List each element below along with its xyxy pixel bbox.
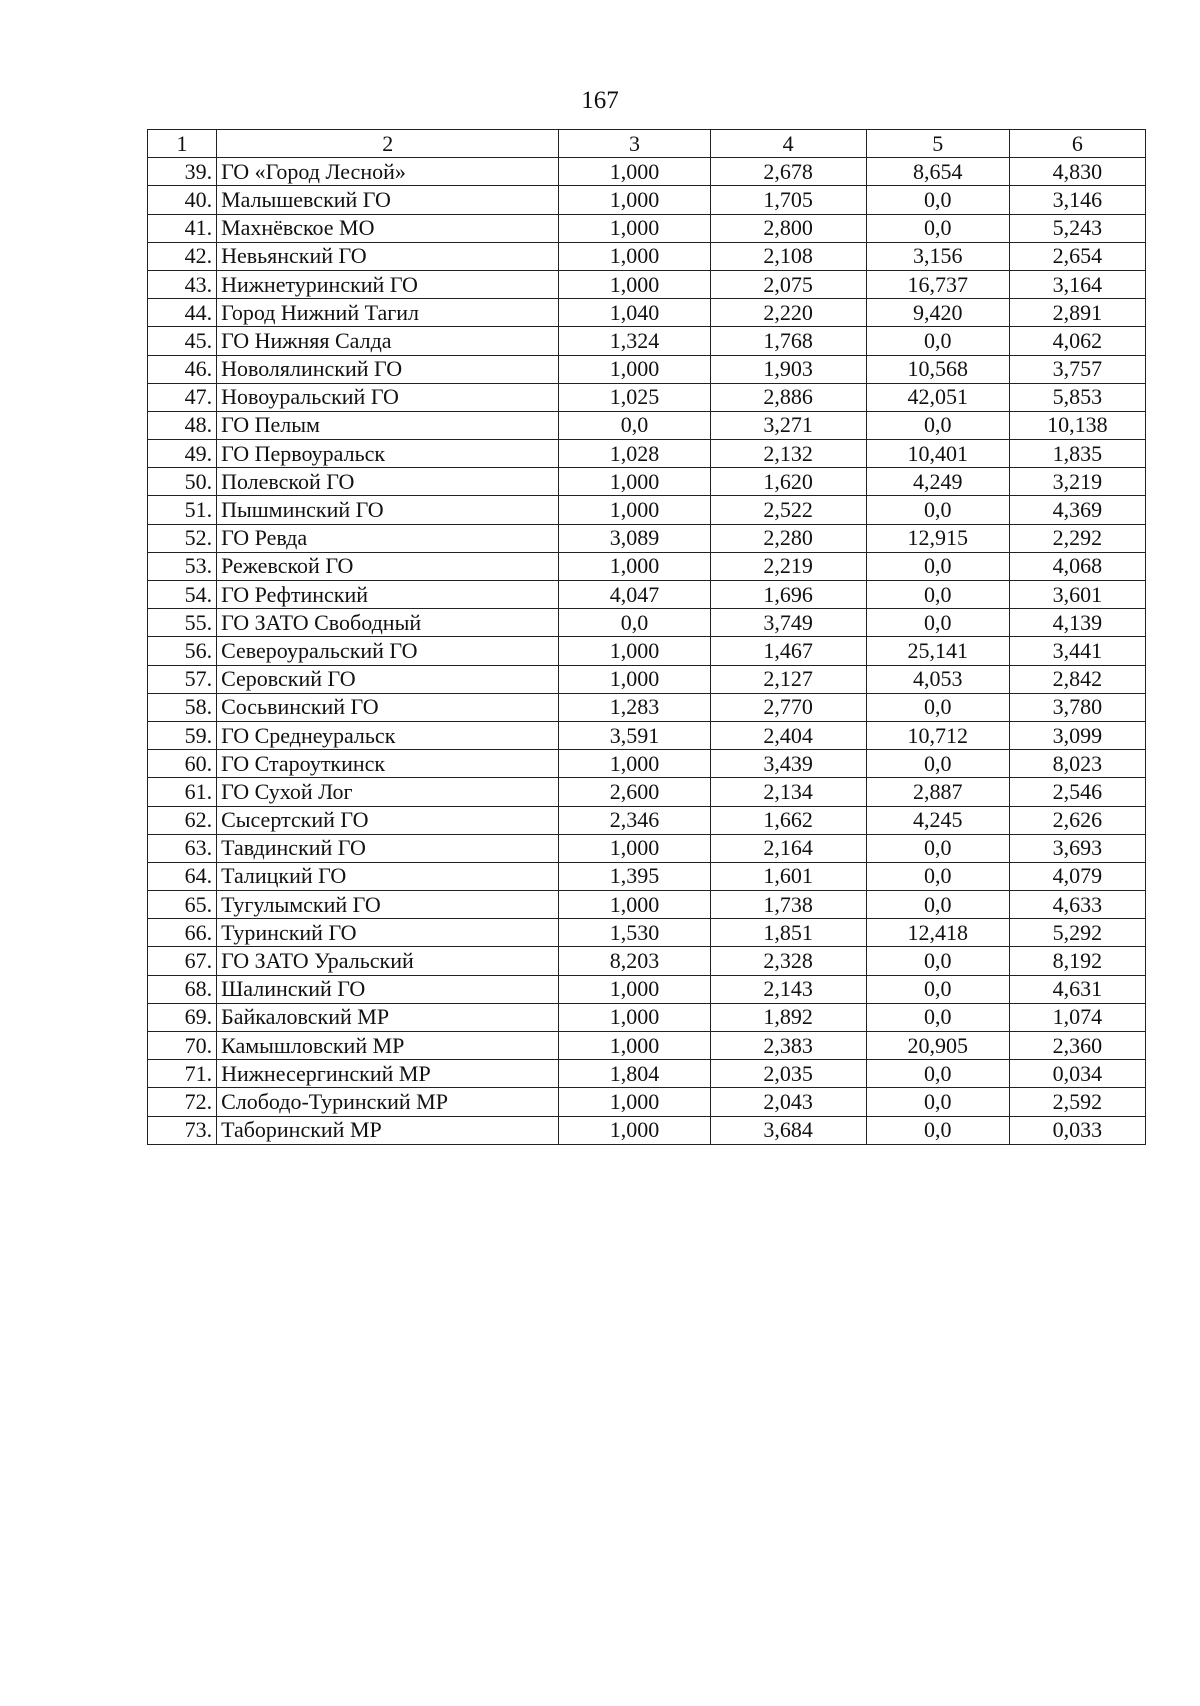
row-number: 64. — [148, 862, 217, 890]
table-row — [148, 1032, 1146, 1060]
table-row — [148, 158, 1146, 186]
value-col-6: 3,146 — [1009, 186, 1145, 214]
value-col-3: 3,591 — [559, 721, 710, 749]
value-col-4: 2,220 — [710, 299, 866, 327]
table-row — [148, 411, 1146, 439]
value-col-4: 2,886 — [710, 383, 866, 411]
header-cell-5: 5 — [866, 130, 1009, 158]
value-col-5: 4,053 — [866, 665, 1009, 693]
value-col-6: 1,835 — [1009, 440, 1145, 468]
municipality-name: Талицкий ГО — [217, 862, 559, 890]
table-row — [148, 806, 1146, 834]
table-row — [148, 975, 1146, 1003]
value-col-3: 1,000 — [559, 1088, 710, 1116]
value-col-3: 1,000 — [559, 665, 710, 693]
table-row — [148, 721, 1146, 749]
municipality-name: Новоуральский ГО — [217, 383, 559, 411]
row-number: 41. — [148, 214, 217, 242]
value-col-4: 2,132 — [710, 440, 866, 468]
value-col-3: 1,000 — [559, 975, 710, 1003]
municipality-name: ГО Первоуральск — [217, 440, 559, 468]
value-col-4: 2,328 — [710, 947, 866, 975]
value-col-4: 1,903 — [710, 355, 866, 383]
value-col-3: 1,028 — [559, 440, 710, 468]
value-col-4: 2,108 — [710, 242, 866, 270]
row-number: 63. — [148, 834, 217, 862]
value-col-5: 0,0 — [866, 186, 1009, 214]
value-col-4: 2,678 — [710, 158, 866, 186]
value-col-6: 2,360 — [1009, 1032, 1145, 1060]
value-col-6: 2,592 — [1009, 1088, 1145, 1116]
value-col-6: 1,074 — [1009, 1003, 1145, 1031]
value-col-3: 1,000 — [559, 891, 710, 919]
row-number: 39. — [148, 158, 217, 186]
value-col-6: 2,654 — [1009, 242, 1145, 270]
table-body — [148, 130, 1146, 1145]
value-col-6: 5,243 — [1009, 214, 1145, 242]
value-col-3: 0,0 — [559, 411, 710, 439]
value-col-6: 0,033 — [1009, 1116, 1145, 1144]
value-col-6: 0,034 — [1009, 1060, 1145, 1088]
municipality-name: Режевской ГО — [217, 552, 559, 580]
value-col-3: 2,346 — [559, 806, 710, 834]
row-number: 68. — [148, 975, 217, 1003]
value-col-5: 0,0 — [866, 947, 1009, 975]
municipality-name: ГО ЗАТО Свободный — [217, 609, 559, 637]
municipality-name: Байкаловский МР — [217, 1003, 559, 1031]
value-col-4: 2,280 — [710, 524, 866, 552]
row-number: 46. — [148, 355, 217, 383]
value-col-6: 5,853 — [1009, 383, 1145, 411]
value-col-4: 2,035 — [710, 1060, 866, 1088]
value-col-3: 1,000 — [559, 1032, 710, 1060]
value-col-5: 9,420 — [866, 299, 1009, 327]
value-col-3: 1,040 — [559, 299, 710, 327]
value-col-5: 0,0 — [866, 1003, 1009, 1031]
row-number: 47. — [148, 383, 217, 411]
row-number: 40. — [148, 186, 217, 214]
municipality-name: Тавдинский ГО — [217, 834, 559, 862]
municipality-name: ГО Нижняя Салда — [217, 327, 559, 355]
value-col-6: 4,068 — [1009, 552, 1145, 580]
header-cell-6: 6 — [1009, 130, 1145, 158]
table-row — [148, 242, 1146, 270]
row-number: 53. — [148, 552, 217, 580]
table-row — [148, 327, 1146, 355]
value-col-5: 0,0 — [866, 975, 1009, 1003]
table-row — [148, 609, 1146, 637]
value-col-5: 0,0 — [866, 750, 1009, 778]
table-row — [148, 665, 1146, 693]
table-row — [148, 440, 1146, 468]
value-col-6: 4,062 — [1009, 327, 1145, 355]
municipality-name: Новолялинский ГО — [217, 355, 559, 383]
table-row — [148, 834, 1146, 862]
municipality-name: Махнёвское МО — [217, 214, 559, 242]
municipality-name: ГО Рефтинский — [217, 581, 559, 609]
municipality-name: Шалинский ГО — [217, 975, 559, 1003]
row-number: 70. — [148, 1032, 217, 1060]
value-col-4: 3,749 — [710, 609, 866, 637]
value-col-4: 1,892 — [710, 1003, 866, 1031]
value-col-5: 0,0 — [866, 327, 1009, 355]
value-col-3: 1,000 — [559, 552, 710, 580]
value-col-5: 0,0 — [866, 552, 1009, 580]
table-row — [148, 891, 1146, 919]
value-col-5: 4,249 — [866, 468, 1009, 496]
row-number: 44. — [148, 299, 217, 327]
table-row — [148, 581, 1146, 609]
value-col-4: 2,075 — [710, 270, 866, 298]
table-row — [148, 186, 1146, 214]
table-row — [148, 496, 1146, 524]
municipality-name: Сысертский ГО — [217, 806, 559, 834]
value-col-4: 1,738 — [710, 891, 866, 919]
table-row — [148, 1116, 1146, 1144]
value-col-4: 2,143 — [710, 975, 866, 1003]
row-number: 69. — [148, 1003, 217, 1031]
value-col-3: 1,000 — [559, 1116, 710, 1144]
value-col-4: 2,134 — [710, 778, 866, 806]
value-col-4: 2,383 — [710, 1032, 866, 1060]
value-col-5: 10,401 — [866, 440, 1009, 468]
value-col-5: 0,0 — [866, 1088, 1009, 1116]
value-col-3: 1,000 — [559, 1003, 710, 1031]
value-col-3: 1,000 — [559, 270, 710, 298]
table-row — [148, 214, 1146, 242]
row-number: 72. — [148, 1088, 217, 1116]
value-col-3: 1,000 — [559, 186, 710, 214]
value-col-5: 0,0 — [866, 891, 1009, 919]
row-number: 45. — [148, 327, 217, 355]
table-row — [148, 1060, 1146, 1088]
value-col-3: 1,000 — [559, 468, 710, 496]
value-col-4: 3,684 — [710, 1116, 866, 1144]
value-col-3: 1,324 — [559, 327, 710, 355]
value-col-4: 1,601 — [710, 862, 866, 890]
table-row — [148, 778, 1146, 806]
value-col-3: 1,000 — [559, 158, 710, 186]
row-number: 56. — [148, 637, 217, 665]
value-col-6: 4,369 — [1009, 496, 1145, 524]
value-col-5: 4,245 — [866, 806, 1009, 834]
value-col-5: 0,0 — [866, 581, 1009, 609]
data-table — [147, 129, 1146, 1145]
header-row — [148, 130, 1146, 158]
table-row — [148, 1088, 1146, 1116]
value-col-4: 2,800 — [710, 214, 866, 242]
row-number: 62. — [148, 806, 217, 834]
row-number: 73. — [148, 1116, 217, 1144]
value-col-4: 1,467 — [710, 637, 866, 665]
value-col-5: 0,0 — [866, 609, 1009, 637]
value-col-6: 3,780 — [1009, 693, 1145, 721]
row-number: 54. — [148, 581, 217, 609]
table-row — [148, 468, 1146, 496]
value-col-6: 3,441 — [1009, 637, 1145, 665]
value-col-4: 1,620 — [710, 468, 866, 496]
header-cell-3: 3 — [559, 130, 710, 158]
table-row — [148, 270, 1146, 298]
row-number: 43. — [148, 270, 217, 298]
value-col-3: 4,047 — [559, 581, 710, 609]
value-col-3: 1,530 — [559, 919, 710, 947]
municipality-name: Таборинский МР — [217, 1116, 559, 1144]
value-col-6: 8,192 — [1009, 947, 1145, 975]
value-col-6: 5,292 — [1009, 919, 1145, 947]
header-cell-1: 1 — [148, 130, 217, 158]
municipality-name: Камышловский МР — [217, 1032, 559, 1060]
value-col-6: 4,631 — [1009, 975, 1145, 1003]
value-col-3: 1,000 — [559, 834, 710, 862]
value-col-6: 4,830 — [1009, 158, 1145, 186]
municipality-name: Североуральский ГО — [217, 637, 559, 665]
value-col-6: 2,546 — [1009, 778, 1145, 806]
row-number: 61. — [148, 778, 217, 806]
municipality-name: Пышминский ГО — [217, 496, 559, 524]
row-number: 55. — [148, 609, 217, 637]
value-col-4: 3,271 — [710, 411, 866, 439]
municipality-name: ГО Пелым — [217, 411, 559, 439]
municipality-name: ГО Староуткинск — [217, 750, 559, 778]
value-col-5: 42,051 — [866, 383, 1009, 411]
value-col-6: 2,292 — [1009, 524, 1145, 552]
table-row — [148, 355, 1146, 383]
row-number: 42. — [148, 242, 217, 270]
value-col-5: 0,0 — [866, 1060, 1009, 1088]
value-col-5: 3,156 — [866, 242, 1009, 270]
header-cell-4: 4 — [710, 130, 866, 158]
value-col-6: 4,139 — [1009, 609, 1145, 637]
table-row — [148, 552, 1146, 580]
value-col-5: 12,915 — [866, 524, 1009, 552]
value-col-5: 0,0 — [866, 834, 1009, 862]
municipality-name: ГО Ревда — [217, 524, 559, 552]
municipality-name: Малышевский ГО — [217, 186, 559, 214]
value-col-3: 1,000 — [559, 214, 710, 242]
table-row — [148, 693, 1146, 721]
municipality-name: Невьянский ГО — [217, 242, 559, 270]
value-col-3: 1,283 — [559, 693, 710, 721]
table-row — [148, 947, 1146, 975]
value-col-6: 3,219 — [1009, 468, 1145, 496]
value-col-4: 1,696 — [710, 581, 866, 609]
municipality-name: ГО ЗАТО Уральский — [217, 947, 559, 975]
value-col-6: 4,633 — [1009, 891, 1145, 919]
value-col-5: 25,141 — [866, 637, 1009, 665]
value-col-6: 2,891 — [1009, 299, 1145, 327]
table-row — [148, 750, 1146, 778]
value-col-5: 12,418 — [866, 919, 1009, 947]
table-row — [148, 1003, 1146, 1031]
municipality-name: Сосьвинский ГО — [217, 693, 559, 721]
row-number: 51. — [148, 496, 217, 524]
value-col-5: 0,0 — [866, 411, 1009, 439]
value-col-4: 3,439 — [710, 750, 866, 778]
row-number: 49. — [148, 440, 217, 468]
municipality-name: Слободо-Туринский МР — [217, 1088, 559, 1116]
value-col-3: 1,000 — [559, 750, 710, 778]
value-col-3: 3,089 — [559, 524, 710, 552]
value-col-5: 20,905 — [866, 1032, 1009, 1060]
value-col-4: 1,705 — [710, 186, 866, 214]
value-col-5: 16,737 — [866, 270, 1009, 298]
row-number: 59. — [148, 721, 217, 749]
value-col-5: 0,0 — [866, 862, 1009, 890]
municipality-name: Нижнетуринский ГО — [217, 270, 559, 298]
table-row — [148, 919, 1146, 947]
municipality-name: Полевской ГО — [217, 468, 559, 496]
value-col-5: 8,654 — [866, 158, 1009, 186]
value-col-3: 1,000 — [559, 496, 710, 524]
municipality-name: ГО «Город Лесной» — [217, 158, 559, 186]
value-col-5: 2,887 — [866, 778, 1009, 806]
table-row — [148, 524, 1146, 552]
header-cell-2: 2 — [217, 130, 559, 158]
value-col-6: 4,079 — [1009, 862, 1145, 890]
value-col-4: 2,404 — [710, 721, 866, 749]
value-col-6: 2,626 — [1009, 806, 1145, 834]
value-col-3: 0,0 — [559, 609, 710, 637]
row-number: 57. — [148, 665, 217, 693]
value-col-6: 8,023 — [1009, 750, 1145, 778]
row-number: 52. — [148, 524, 217, 552]
value-col-6: 3,164 — [1009, 270, 1145, 298]
value-col-4: 2,127 — [710, 665, 866, 693]
row-number: 48. — [148, 411, 217, 439]
table-row — [148, 637, 1146, 665]
value-col-4: 2,770 — [710, 693, 866, 721]
value-col-5: 10,568 — [866, 355, 1009, 383]
value-col-5: 0,0 — [866, 1116, 1009, 1144]
municipality-name: ГО Сухой Лог — [217, 778, 559, 806]
value-col-4: 2,043 — [710, 1088, 866, 1116]
value-col-6: 10,138 — [1009, 411, 1145, 439]
value-col-3: 1,804 — [559, 1060, 710, 1088]
row-number: 66. — [148, 919, 217, 947]
table-row — [148, 862, 1146, 890]
value-col-5: 0,0 — [866, 693, 1009, 721]
row-number: 71. — [148, 1060, 217, 1088]
value-col-4: 2,219 — [710, 552, 866, 580]
value-col-5: 0,0 — [866, 496, 1009, 524]
row-number: 67. — [148, 947, 217, 975]
value-col-4: 2,164 — [710, 834, 866, 862]
value-col-3: 2,600 — [559, 778, 710, 806]
value-col-4: 1,662 — [710, 806, 866, 834]
municipality-name: Нижнесергинский МР — [217, 1060, 559, 1088]
value-col-4: 1,851 — [710, 919, 866, 947]
value-col-5: 10,712 — [866, 721, 1009, 749]
value-col-6: 3,693 — [1009, 834, 1145, 862]
value-col-6: 3,099 — [1009, 721, 1145, 749]
value-col-3: 1,000 — [559, 242, 710, 270]
value-col-4: 1,768 — [710, 327, 866, 355]
value-col-3: 1,025 — [559, 383, 710, 411]
value-col-6: 3,601 — [1009, 581, 1145, 609]
row-number: 65. — [148, 891, 217, 919]
row-number: 50. — [148, 468, 217, 496]
value-col-3: 1,000 — [559, 355, 710, 383]
row-number: 60. — [148, 750, 217, 778]
value-col-6: 3,757 — [1009, 355, 1145, 383]
value-col-3: 1,000 — [559, 637, 710, 665]
value-col-3: 1,395 — [559, 862, 710, 890]
value-col-6: 2,842 — [1009, 665, 1145, 693]
table-row — [148, 299, 1146, 327]
municipality-name: Город Нижний Тагил — [217, 299, 559, 327]
value-col-3: 8,203 — [559, 947, 710, 975]
municipality-name: ГО Среднеуральск — [217, 721, 559, 749]
value-col-5: 0,0 — [866, 214, 1009, 242]
municipality-name: Серовский ГО — [217, 665, 559, 693]
value-col-4: 2,522 — [710, 496, 866, 524]
table-row — [148, 383, 1146, 411]
row-number: 58. — [148, 693, 217, 721]
municipality-name: Туринский ГО — [217, 919, 559, 947]
page-number: 167 — [581, 87, 619, 114]
municipality-name: Тугулымский ГО — [217, 891, 559, 919]
